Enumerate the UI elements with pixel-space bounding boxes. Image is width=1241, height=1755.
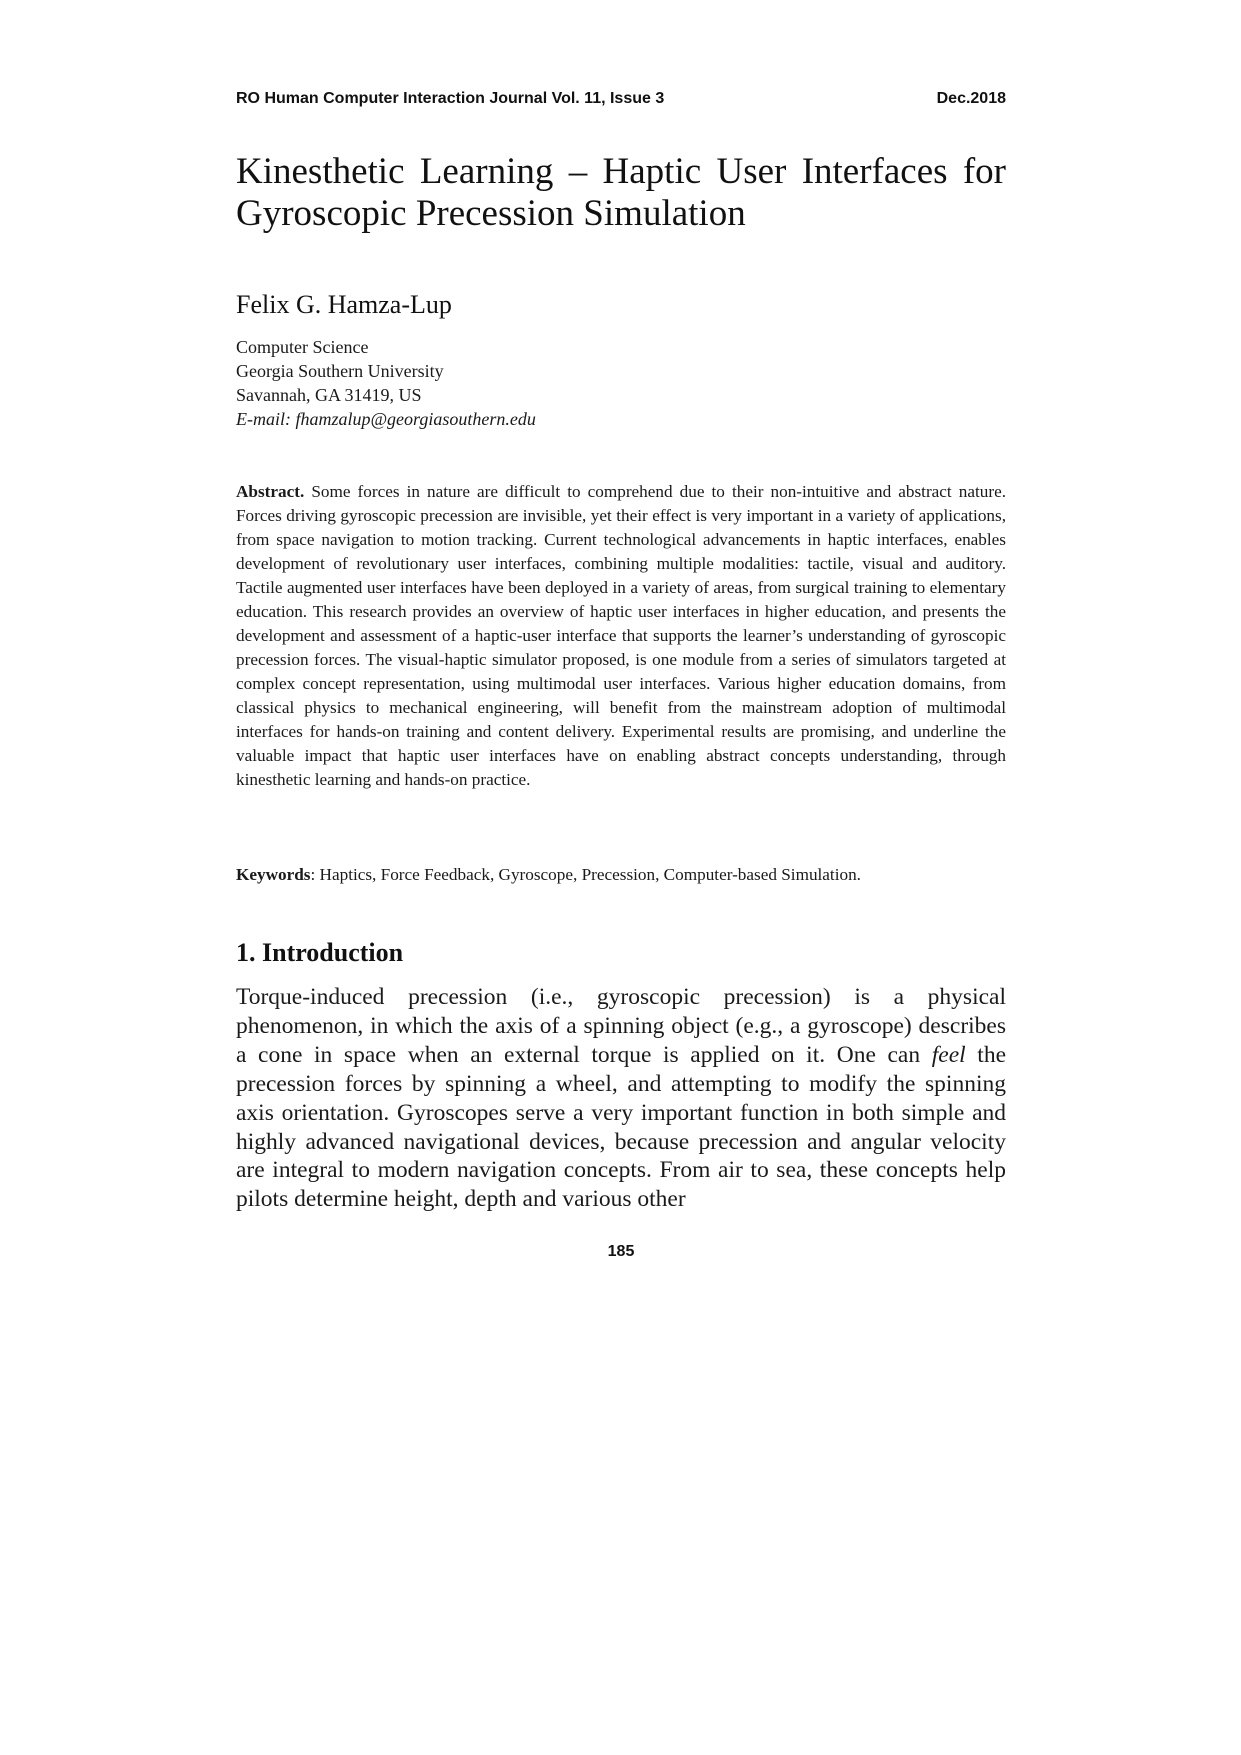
university: Georgia Southern University (236, 361, 444, 381)
intro-emphasis: feel (931, 1041, 966, 1068)
intro-text-part-2: the precession forces by spinning a wheel, and attempting to modify the spinning axis orientation. Gyroscopes serve a very important function in both simple and highly advanced navigational devices, because precession and angular velocity are integral to modern navigation concepts. From air to sea, these concepts help pilots determine height, depth and various other (236, 1041, 1006, 1213)
journal-name: RO Human Computer Interaction Journal Vol. 11, Issue 3 (236, 90, 665, 107)
section-heading-introduction: 1. Introduction (236, 938, 404, 967)
abstract-text: Some forces in nature are difficult to comprehend due to their non-intuitive and abstract nature. Forces driving gyroscopic precession are invisible, yet their effect is very important in a variety of applications, from space navigation to motion tracking. Current technological advancements in haptic interfaces, enables development of revolutionary user interfaces, combining multiple modalities: tactile, visual and auditory. Tactile augmented user interfaces have been deployed in a variety of areas, from surgical training to elementary education. This research provides an overview of haptic user interfaces in higher education, and presents the development and assessment of a haptic-user interface that supports the learner’s understanding of gyroscopic precession forces. The visual-haptic simulator proposed, is one module from a series of simulators targeted at complex concept representation, using multimodal user interfaces. Various higher education domains, from classical physics to mechanical engineering, will benefit from the mainstream adoption of multimodal interfaces for hands-on training and content delivery. Experimental results are promising, and underline the valuable impact that haptic user interfaces have on enabling abstract concepts understanding, through kinesthetic learning and hands-on practice. (236, 482, 1007, 789)
keywords (236, 863, 1006, 887)
introduction-paragraph (236, 983, 1006, 1214)
department: Computer Science (236, 337, 369, 357)
keywords-text: : Haptics, Force Feedback, Gyroscope, Precession, Computer-based Simulation. (310, 865, 861, 884)
author-affiliation (236, 335, 536, 431)
address: Savannah, GA 31419, US (236, 385, 422, 405)
paper-title: Kinesthetic Learning – Haptic User Interfaces for Gyroscopic Precession Simulation (236, 151, 1006, 234)
running-header (236, 90, 1006, 108)
journal-page (236, 0, 1006, 1755)
issue-date: Dec.2018 (936, 90, 1006, 107)
page-number: 185 (607, 1243, 635, 1260)
author-name: Felix G. Hamza-Lup (236, 290, 452, 319)
intro-text-part-1: Torque-induced precession (i.e., gyroscopic precession) is a physical phenomenon, in which the axis of a spinning object (e.g., a gyroscope) describes a cone in space when an external torque is applied on it. One can (236, 984, 1006, 1068)
author-email: E-mail: fhamzalup@georgiasouthern.edu (236, 409, 536, 429)
abstract-label: Abstract. (236, 482, 305, 501)
keywords-label: Keywords (236, 865, 311, 884)
abstract (236, 480, 1006, 792)
